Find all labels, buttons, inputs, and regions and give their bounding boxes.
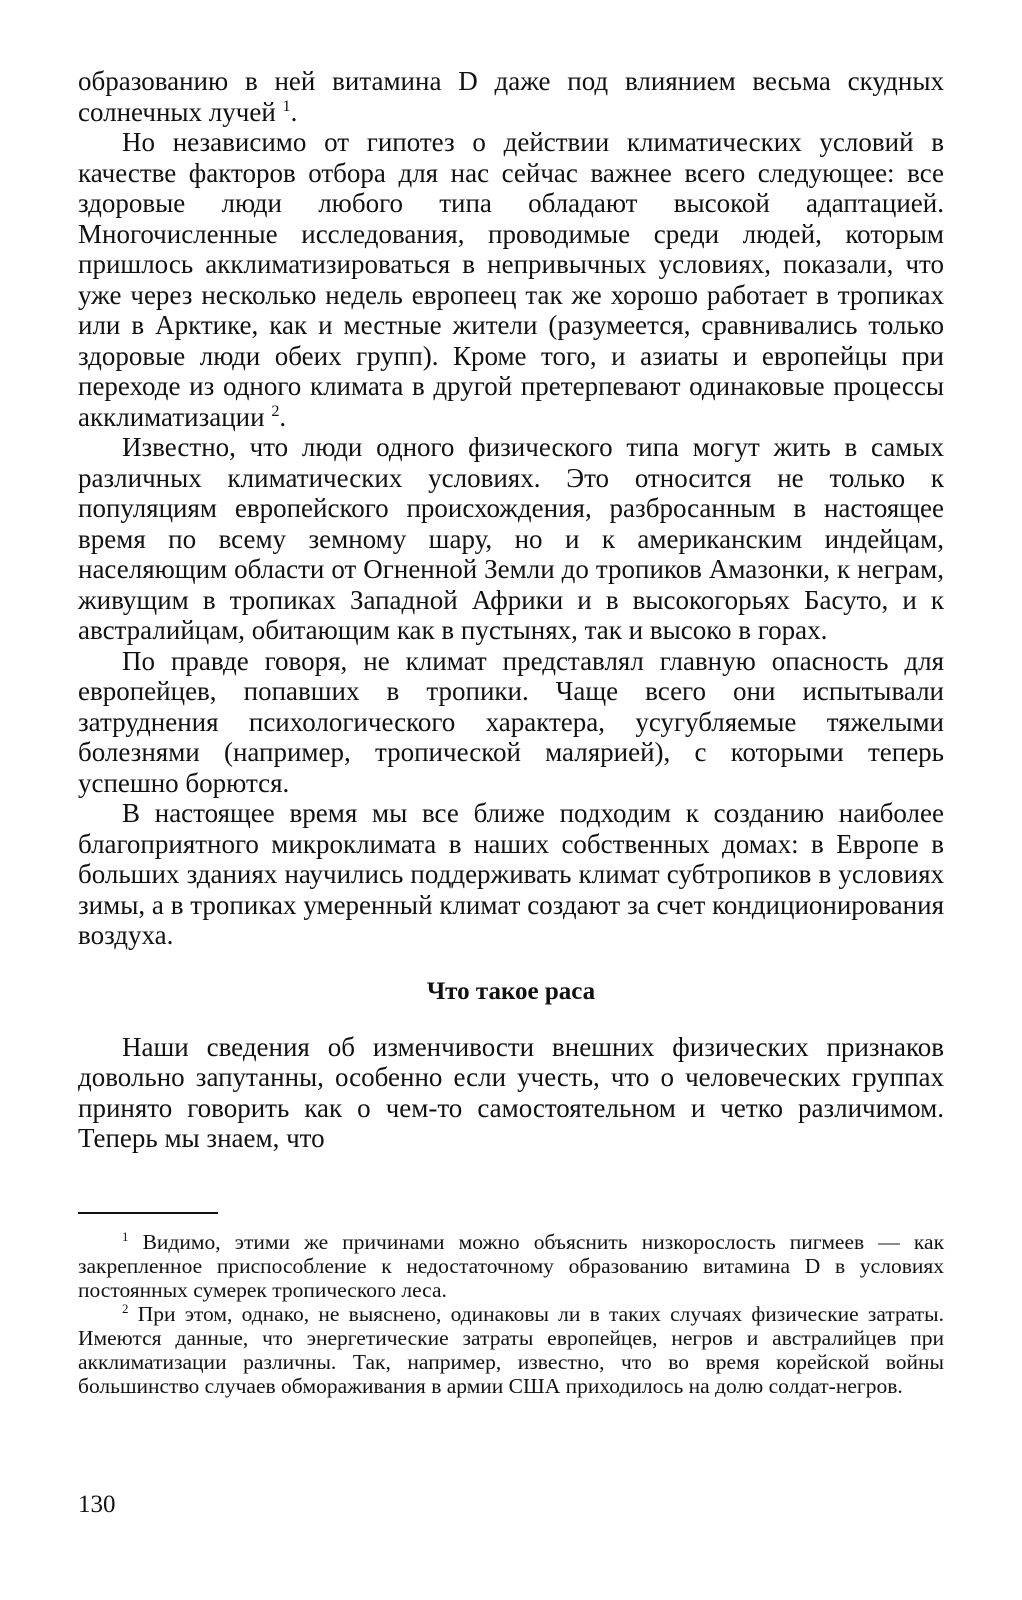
body-paragraph: [78, 127, 944, 432]
footnote-reference: 2: [271, 401, 280, 420]
footnote-text: При этом, однако, не выяснено, одинаковы ли в таких случаях физические затраты. Имеются данные, что энергетические затраты европейцев, негров и австралийцев при акклиматизации различны. Так, например, известно, что во время корейской войны большинство случаев обмораживания в армии США приходилось на долю солдат-негров.: [78, 1301, 945, 1398]
body-paragraph: Известно, что люди одного физического типа могут жить в самых различных климатических условиях. Это относится не только к популяциям европейского происхождения, разбросанным в настоящее время по всему земному шару, но и к американским индейцам, населяющим области от Огненной Земли до тропиков Амазонки, к неграм, живущим в тропиках Западной Африки и в высокогорьях Басуто, и к австралийцам, обитающим как в пустынях, так и высоко в горах.: [78, 432, 944, 645]
footnote: [78, 1302, 944, 1398]
paragraph-tail: .: [279, 401, 287, 432]
body-paragraph: [78, 66, 944, 127]
footnote: [78, 1230, 944, 1302]
section-heading: Что такое раса: [426, 977, 596, 1005]
footnote-text: Видимо, этими же причинами можно объяснить низкорослость пигмеев — как закрепленное приспособление к недостаточному образованию витамина D в условиях постоянных сумерек тропического леса.: [78, 1229, 945, 1302]
section-paragraph: Наши сведения об изменчивости внешних физических признаков довольно запутанны, особенно если учесть, что о человеческих группах принято говорить как о чем-то самостоятельном и четко различимом. Теперь мы знаем, что: [78, 1031, 944, 1153]
body-paragraph: В настоящее время мы все ближе подходим к созданию наиболее благоприятного микроклимата в наших собственных домах: в Европе в больших зданиях научились поддерживать климат субтропиков в условиях зимы, а в тропиках умеренный климат создают за счет кондиционирования воздуха.: [78, 798, 944, 950]
paragraph-tail: .: [290, 96, 298, 127]
footnote-reference: 1: [282, 96, 291, 115]
page-number: 130: [78, 1491, 116, 1518]
footnote-marker: 1: [122, 1229, 129, 1244]
body-paragraph: По правде говоря, не климат представлял главную опасность для европейцев, попавших в тропики. Чаще всего они испытывали затруднения психологического характера, усугубляемые тяжелыми болезнями (например, тропической малярией), с которыми теперь успешно борются.: [78, 645, 944, 798]
footnote-separator: [78, 1212, 218, 1214]
footnote-marker: 2: [122, 1301, 129, 1316]
paragraph-text: образованию в ней витамина D даже под влиянием весьма скудных солнечных лучей: [78, 66, 944, 127]
paragraph-text: Но независимо от гипотез о действии климатических условий в качестве факторов отбора для нас сейчас важнее всего следующее: все здоровые люди любого типа обладают высокой адаптацией. Многочисленные исследования, проводимые среди людей, которым пришлось акклиматизироваться в непривычных условиях, показали, что уже через несколько недель европеец так же хорошо работает в тропиках или в Арктике, как и местные жители (разумеется, сравнивались только здоровые люди обеих групп). Кроме того, и азиаты и европейцы при переходе из одного климата в другой претерпевают одинаковые процессы акклиматизации: [78, 127, 944, 432]
